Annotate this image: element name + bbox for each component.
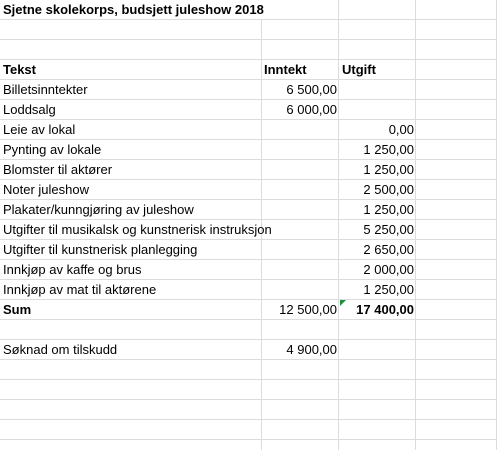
row-income[interactable]: 6 500,00 — [286, 82, 337, 97]
header-text[interactable]: Tekst — [3, 62, 36, 77]
row-expense[interactable] — [340, 80, 414, 100]
row-expense[interactable]: 2 500,00 — [363, 182, 414, 197]
row-income[interactable] — [262, 200, 337, 220]
gridline — [0, 59, 497, 60]
row-label[interactable]: Noter juleshow — [3, 182, 89, 197]
sum-label[interactable]: Sum — [3, 302, 32, 317]
gridline — [415, 0, 416, 450]
comment-indicator-icon — [340, 300, 346, 306]
row-label[interactable]: Innkjøp av mat til aktørene — [3, 282, 157, 297]
row-label[interactable]: Utgifter til musikalsk og kunstnerisk instruksjon — [3, 222, 272, 237]
row-expense[interactable]: 1 250,00 — [363, 162, 414, 177]
gridline — [0, 319, 497, 320]
row-income[interactable]: 6 000,00 — [286, 102, 337, 117]
row-label[interactable]: Pynting av lokale — [3, 142, 102, 157]
row-label[interactable]: Loddsalg — [3, 102, 56, 117]
row-income[interactable] — [262, 260, 337, 280]
gridline — [338, 0, 339, 450]
header-expense[interactable]: Utgift — [342, 62, 376, 77]
row-label[interactable]: Billetsinntekter — [3, 82, 88, 97]
row-expense[interactable]: 2 650,00 — [363, 242, 414, 257]
row-expense[interactable]: 2 000,00 — [363, 262, 414, 277]
row-income[interactable] — [262, 180, 337, 200]
sheet-title[interactable]: Sjetne skolekorps, budsjett juleshow 2018 — [3, 2, 264, 17]
row-label[interactable]: Leie av lokal — [3, 122, 76, 137]
row-income[interactable] — [262, 220, 337, 240]
gridline — [0, 439, 497, 440]
row-expense[interactable]: 1 250,00 — [363, 282, 414, 297]
row-income[interactable] — [262, 140, 337, 160]
row-expense[interactable]: 1 250,00 — [363, 142, 414, 157]
gridline — [0, 39, 497, 40]
sum-expense[interactable]: 17 400,00 — [356, 302, 414, 317]
row-expense[interactable]: 1 250,00 — [363, 202, 414, 217]
row-label[interactable]: Innkjøp av kaffe og brus — [3, 262, 142, 277]
row-label[interactable]: Plakater/kunngjøring av juleshow — [3, 202, 194, 217]
header-income[interactable]: Inntekt — [264, 62, 307, 77]
gridline — [0, 379, 497, 380]
row-income[interactable] — [262, 160, 337, 180]
grant-label[interactable]: Søknad om tilskudd — [3, 342, 118, 357]
row-expense[interactable]: 0,00 — [388, 122, 414, 137]
grant-income[interactable]: 4 900,00 — [286, 342, 337, 357]
row-expense[interactable]: 5 250,00 — [363, 222, 414, 237]
gridline — [0, 419, 497, 420]
sum-income[interactable]: 12 500,00 — [279, 302, 337, 317]
row-label[interactable]: Utgifter til kunstnerisk planlegging — [3, 242, 198, 257]
gridline — [0, 399, 497, 400]
row-income[interactable] — [262, 280, 337, 300]
row-expense[interactable] — [340, 100, 414, 120]
row-income[interactable] — [262, 120, 337, 140]
row-label[interactable]: Blomster til aktører — [3, 162, 113, 177]
row-income[interactable] — [262, 240, 337, 260]
